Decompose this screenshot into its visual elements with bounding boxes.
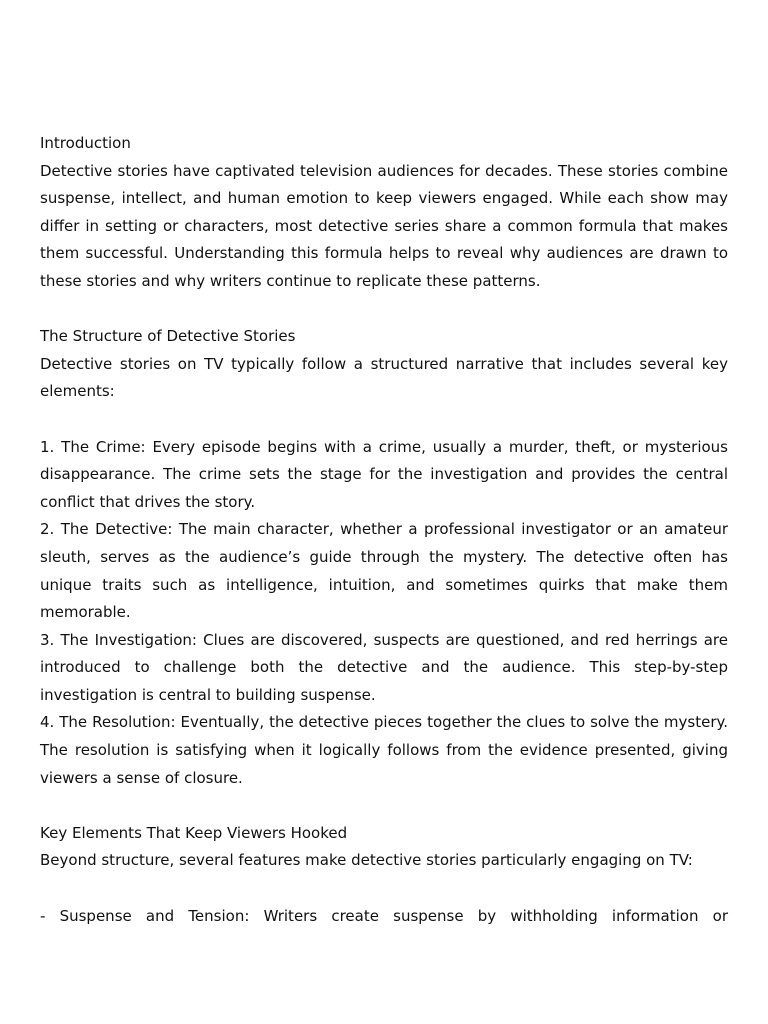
- paragraph-spacer: [40, 296, 728, 324]
- section-heading-key-elements: Key Elements That Keep Viewers Hooked: [40, 823, 348, 842]
- list-item-detective: 2. The Detective: The main character, whether a professional investigator or an amateur sleuth, serves as the audience’s guide through the mystery. The detective often has unique traits such as intelligence, intuition, and sometimes quirks that make them memorable.: [40, 520, 728, 622]
- structure-list: [40, 434, 728, 793]
- list-item-suspense: - Suspense and Tension: Writers create suspense by withholding information or: [40, 906, 728, 925]
- paragraph-spacer: [40, 792, 728, 820]
- paragraph-spacer: [40, 406, 728, 434]
- paragraph-spacer: [40, 875, 728, 903]
- list-item-investigation: 3. The Investigation: Clues are discovered, suspects are questioned, and red herrings are introduced to challenge both the detective and the audience. This step-by-step investigation is central to building suspense.: [40, 630, 728, 704]
- document-page: [40, 130, 728, 930]
- key-elements-list: [40, 903, 728, 931]
- key-elements-paragraph: Beyond structure, several features make detective stories particularly engaging on TV:: [40, 851, 693, 870]
- section-heading-structure: The Structure of Detective Stories: [40, 327, 296, 346]
- introduction-paragraph: Detective stories have captivated television audiences for decades. These stories combine suspense, intellect, and human emotion to keep viewers engaged. While each show may differ in setting or characters, most detective series share a common formula that makes them successful. Understanding this formula helps to reveal why audiences are drawn to these stories and why writers continue to replicate these patterns.: [40, 161, 728, 290]
- list-item-crime: 1. The Crime: Every episode begins with a crime, usually a murder, theft, or mysterious disappearance. The crime sets the stage for the investigation and provides the central conflict that drives the story.: [40, 437, 728, 511]
- structure-paragraph: Detective stories on TV typically follow a structured narrative that includes several key elements:: [40, 354, 728, 401]
- section-heading-introduction: Introduction: [40, 134, 131, 152]
- list-item-resolution: 4. The Resolution: Eventually, the detective pieces together the clues to solve the mystery. The resolution is satisfying when it logically follows from the evidence presented, giving viewers a sense of closure.: [40, 713, 728, 787]
